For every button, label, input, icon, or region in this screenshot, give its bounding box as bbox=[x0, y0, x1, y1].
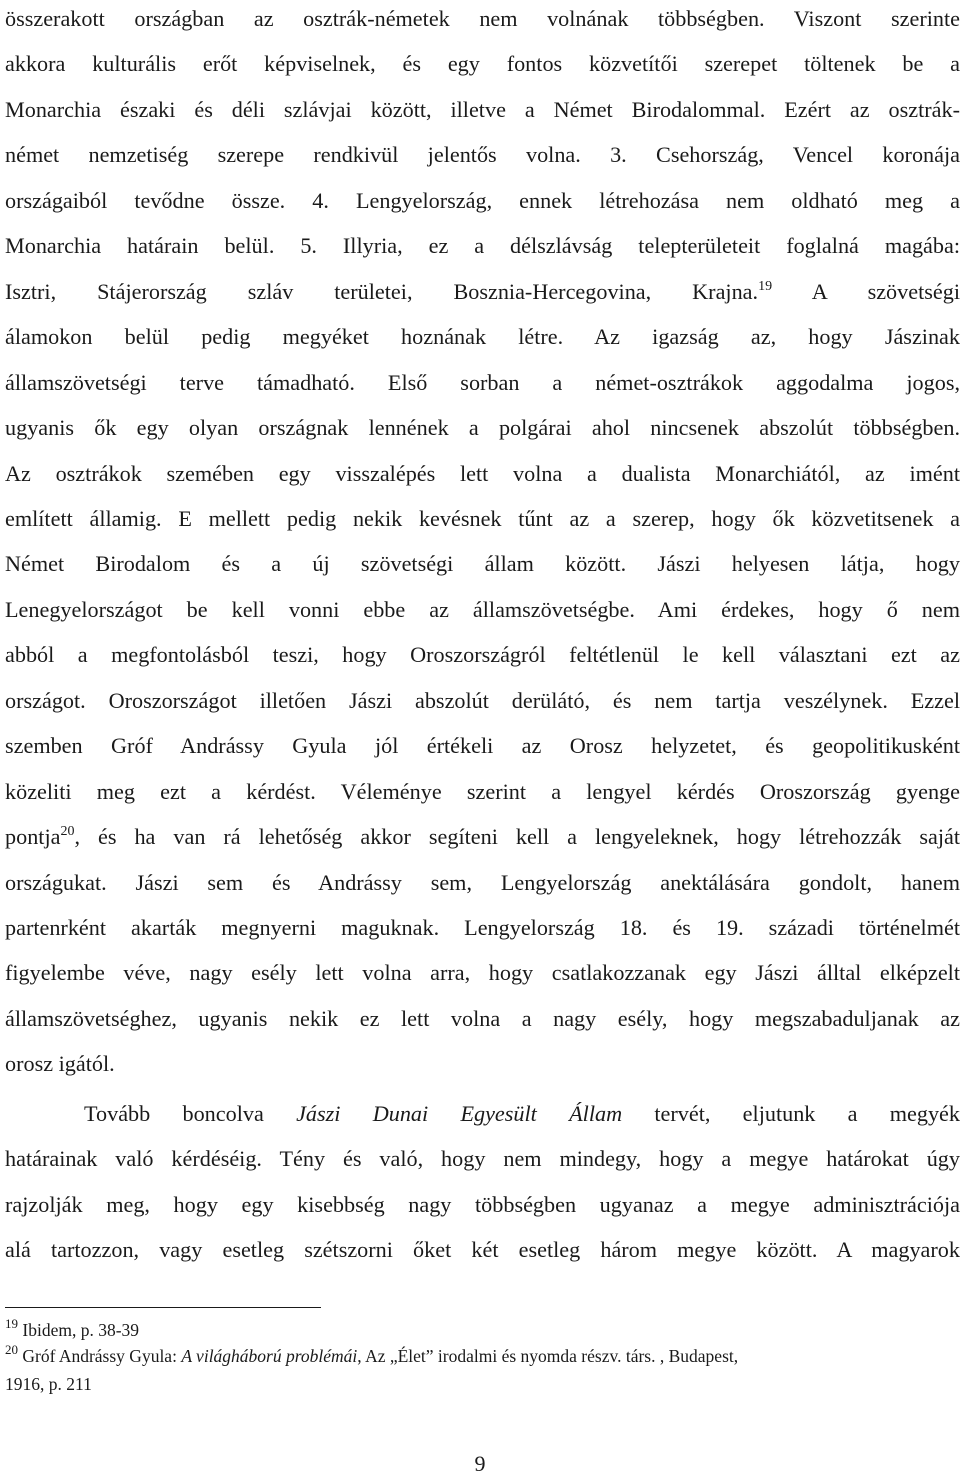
text-line: országukat. Jászi sem és Andrássy sem, Lengyelország anektálására gondolt, hanem bbox=[5, 869, 960, 895]
text-line: említett államig. E mellett pedig nekik kevésnek tűnt az a szerep, hogy ők közvetitsenek a bbox=[5, 505, 960, 531]
footnote-number: 20 bbox=[5, 1342, 18, 1357]
footnote-text: Gróf Andrássy Gyula: bbox=[22, 1346, 182, 1366]
text-line: partenrként akarták megnyerni maguknak. Lengyelország 18. és 19. századi történelmét bbox=[5, 915, 960, 940]
footnote-number: 19 bbox=[5, 1316, 18, 1331]
text-line: alá tartozzon, vagy esetleg szétszorni őket két esetleg három megye között. A magyarok bbox=[5, 1237, 960, 1263]
text-line: német nemzetiség szerepe rendkivül jelentős volna. 3. Csehország, Vencel koronája bbox=[5, 142, 960, 168]
text-line: akkora kulturális erőt képviselnek, és egy fontos közvetítői szerepet töltenek be a bbox=[5, 51, 960, 77]
text-line: közeliti meg ezt a kérdést. Véleménye szerint a lengyel kérdés Oroszország gyenge bbox=[5, 778, 960, 804]
footnote-ref: 20 bbox=[60, 824, 75, 840]
text-line bbox=[84, 1091, 960, 1137]
text-line: Német Birodalom és a új szövetségi állam között. Jászi helyesen látja, hogy bbox=[5, 551, 960, 577]
footnote-20-continued: 1916, p. 211 bbox=[5, 1374, 92, 1394]
page-number: 9 bbox=[474, 1451, 486, 1476]
footnote-separator bbox=[5, 1307, 321, 1308]
text-line bbox=[5, 269, 960, 315]
text-line: abból a megfontolásból teszi, hogy Oroszországról feltétlenül le kell választani ezt az bbox=[5, 642, 960, 668]
footnote-text: , Az „Élet” irodalmi és nyomda részv. társ. , Budapest, bbox=[357, 1346, 739, 1366]
footnote-19 bbox=[5, 1318, 960, 1342]
text-line: rajzolják meg, hogy egy kisebbség nagy többségben ugyanaz a megye adminisztrációja bbox=[5, 1191, 960, 1217]
text-line: orosz igától. bbox=[5, 1051, 115, 1077]
text-line: Lenegyelországot be kell vonni ebbe az államszövetségbe. Ami érdekes, hogy ő nem bbox=[5, 596, 960, 622]
text-line bbox=[5, 814, 960, 860]
text-line: országaiból tevődne össze. 4. Lengyelország, ennek létrehozása nem oldható meg a bbox=[5, 187, 960, 213]
text-run: pontja bbox=[5, 824, 61, 850]
text-line: álamokon belül pedig megyéket hoznának létre. Az igazság az, hogy Jászinak bbox=[5, 324, 960, 350]
text-line: figyelembe véve, nagy esély lett volna arra, hogy csatlakozzanak egy Jászi álltal elképzelt bbox=[5, 960, 960, 986]
footnote-title: A világháború problémái bbox=[181, 1346, 358, 1366]
text-line: összerakott országban az osztrák-németek nem volnának többségben. Viszont szerinte bbox=[5, 6, 960, 31]
text-run: , és ha van rá lehetőség akkor segíteni kell a lengyeleknek, hogy létrehozzák saját bbox=[74, 824, 960, 850]
text-run: A szövetségi bbox=[772, 278, 960, 304]
text-line: határainak való kérdéséig. Tény és való, hogy nem mindegy, hogy a megye határokat úgy bbox=[5, 1146, 960, 1172]
italic-title: Jászi Dunai Egyesült Állam bbox=[296, 1101, 623, 1126]
text-run: Isztri, Stájerország szláv területei, Bosznia-Hercegovina, Krajna. bbox=[5, 278, 759, 304]
text-line: szemben Gróf Andrássy Gyula jól értékeli az Orosz helyzetet, és geopolitikusként bbox=[5, 733, 960, 759]
text-line: Monarchia északi és déli szlávjai között, illetve a Német Birodalommal. Ezért az osztrák- bbox=[5, 96, 960, 122]
text-line: államszövetséghez, ugyanis nekik ez lett volna a nagy esély, hogy megszabaduljanak az bbox=[5, 1005, 960, 1031]
text-run: Tovább boncolva bbox=[84, 1101, 297, 1126]
text-run: tervét, eljutunk a megyék bbox=[622, 1101, 960, 1126]
text-line: országot. Oroszországot illetően Jászi abszolút derülátó, és nem tartja veszélynek. Ezzel bbox=[5, 687, 960, 713]
text-line: Az osztrákok szemében egy visszalépés lett volna a dualista Monarchiától, az imént bbox=[5, 460, 960, 486]
footnote-text: Ibidem, p. 38-39 bbox=[22, 1320, 140, 1340]
text-line: államszövetségi terve támadható. Első sorban a német-osztrákok aggodalma jogos, bbox=[5, 369, 960, 395]
footnote-20 bbox=[5, 1344, 960, 1368]
text-line: ugyanis ők egy olyan országnak lennének a polgárai ahol nincsenek abszolút többségben. bbox=[5, 415, 960, 441]
text-line: Monarchia határain belül. 5. Illyria, ez a délszlávság telepterületeit foglalná magába: bbox=[5, 233, 960, 259]
footnote-ref: 19 bbox=[758, 278, 773, 294]
